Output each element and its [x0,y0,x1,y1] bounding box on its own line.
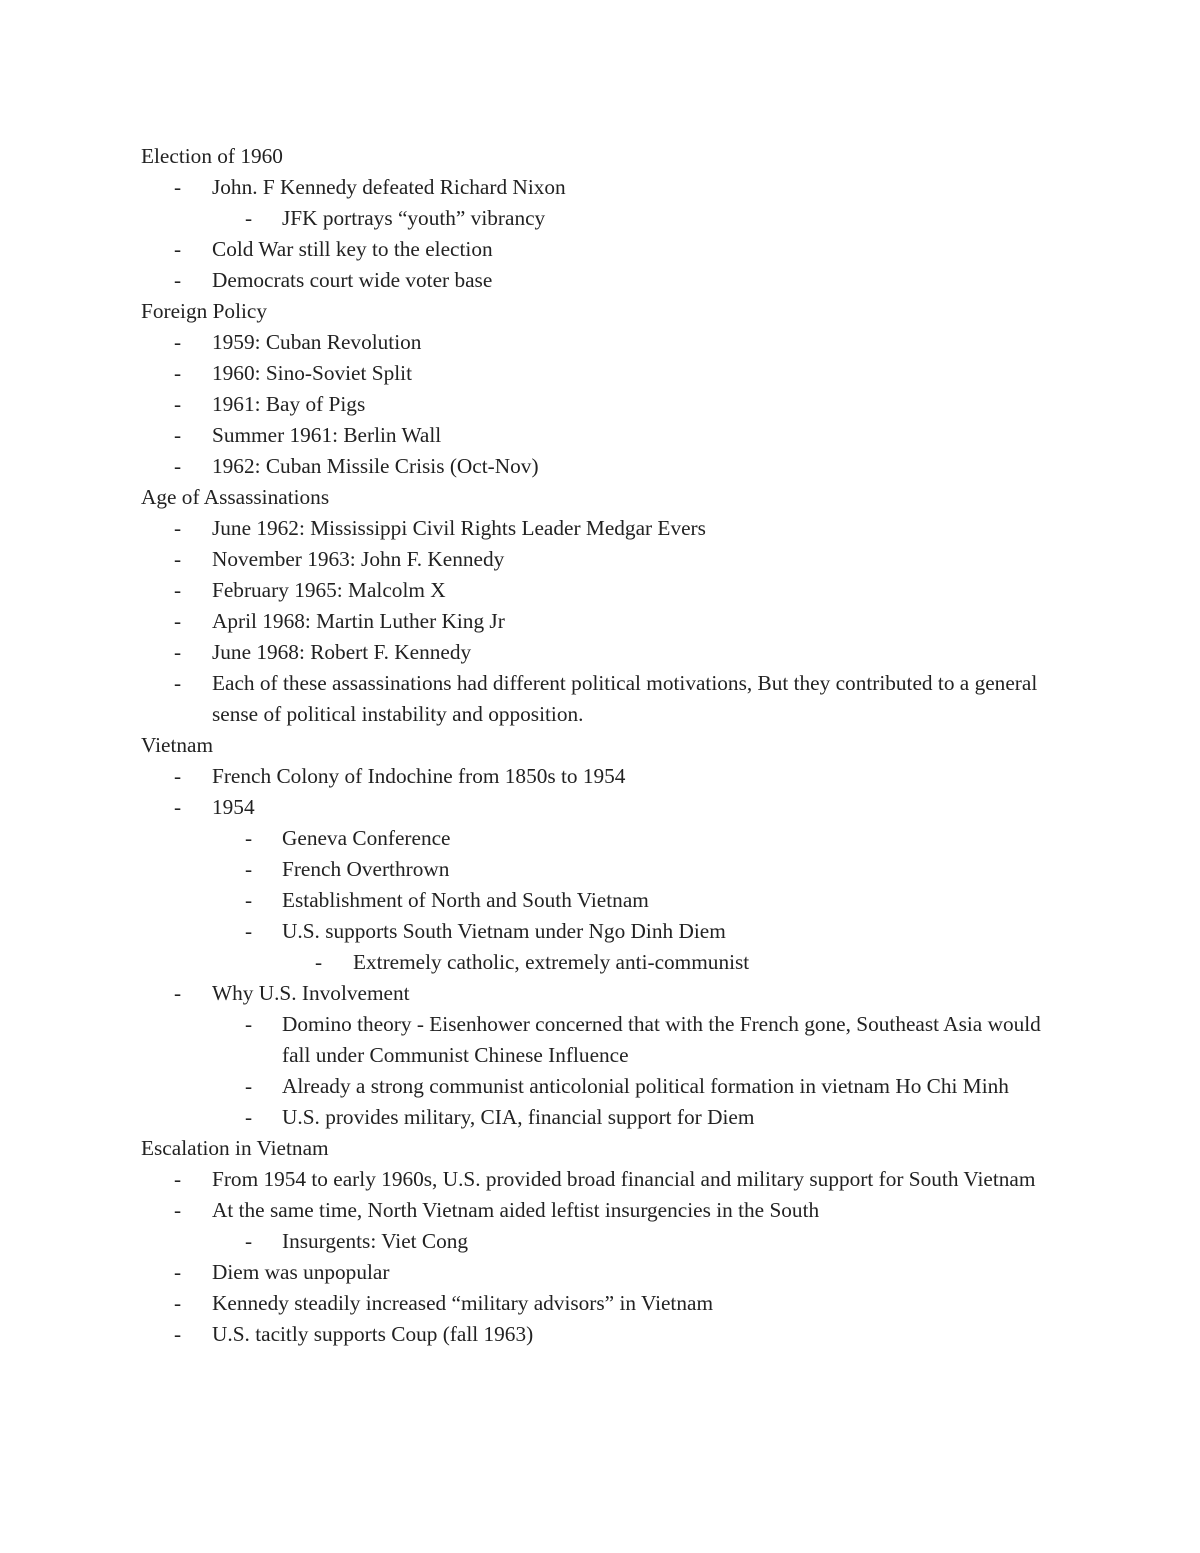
list-item [141,792,1071,823]
list-item [141,606,1071,637]
dash-bullet: - [174,330,182,354]
section-heading: Escalation in Vietnam [141,1136,329,1160]
list-item [141,420,1071,451]
section [141,296,1071,482]
list-item [141,544,1071,575]
list-item-text: Extremely catholic, extremely anti-communist [353,950,750,974]
list-item-text: U.S. provides military, CIA, financial support for Diem [282,1105,755,1129]
dash-bullet: - [245,1229,253,1253]
dash-bullet: - [174,454,182,478]
dash-bullet: - [245,826,253,850]
list-item [141,1195,1071,1226]
list-item [141,451,1071,482]
list-item-text: JFK portrays “youth” vibrancy [282,206,546,230]
dash-bullet: - [174,1322,182,1346]
list-item [141,265,1071,296]
list-item [141,1164,1071,1195]
list-item-text: February 1965: Malcolm X [212,578,446,602]
dash-bullet: - [174,578,182,602]
list-item [141,172,1071,203]
dash-bullet: - [245,1105,253,1129]
list-item [141,1009,1071,1071]
list-item [141,1102,1071,1133]
list-item-text: November 1963: John F. Kennedy [212,547,505,571]
section-heading: Vietnam [141,733,214,757]
list-item [141,947,1071,978]
dash-bullet: - [174,361,182,385]
list-item-text: John. F Kennedy defeated Richard Nixon [212,175,566,199]
list-item-text: Geneva Conference [282,826,451,850]
dash-bullet: - [174,764,182,788]
list-item-text: U.S. tacitly supports Coup (fall 1963) [212,1322,534,1346]
list-item [141,358,1071,389]
list-item [141,854,1071,885]
list-item-text: Already a strong communist anticolonial political formation in vietnam Ho Chi Minh [282,1074,1009,1098]
list-item-text: Each of these assassinations had different political motivations, But they contributed to a general sense of political instability and opposition. [212,671,1038,726]
list-item [141,513,1071,544]
dash-bullet: - [245,206,253,230]
list-item-text: Summer 1961: Berlin Wall [212,423,442,447]
dash-bullet: - [315,950,323,974]
list-item [141,1071,1071,1102]
list-item-text: Establishment of North and South Vietnam [282,888,649,912]
section-heading: Election of 1960 [141,144,283,168]
list-item-text: 1961: Bay of Pigs [212,392,366,416]
notes-body [141,141,1071,1350]
list-item [141,1226,1071,1257]
section [141,482,1071,730]
dash-bullet: - [174,981,182,1005]
list-item-text: June 1968: Robert F. Kennedy [212,640,472,664]
list-item [141,885,1071,916]
dash-bullet: - [174,175,182,199]
list-item [141,327,1071,358]
list-item [141,1319,1071,1350]
list-item-text: Insurgents: Viet Cong [282,1229,469,1253]
list-item-text: Democrats court wide voter base [212,268,493,292]
dash-bullet: - [245,1074,253,1098]
list-item [141,1288,1071,1319]
section [141,1133,1071,1350]
list-item [141,389,1071,420]
list-item [141,978,1071,1009]
dash-bullet: - [174,640,182,664]
list-item [141,203,1071,234]
dash-bullet: - [174,609,182,633]
list-item [141,1257,1071,1288]
dash-bullet: - [174,1291,182,1315]
list-item [141,823,1071,854]
section-heading: Age of Assassinations [141,485,330,509]
list-item-text: French Overthrown [282,857,450,881]
dash-bullet: - [174,392,182,416]
list-item-text: June 1962: Mississippi Civil Rights Leader Medgar Evers [212,516,706,540]
list-item [141,916,1071,947]
section-heading: Foreign Policy [141,299,268,323]
list-item-text: Kennedy steadily increased “military advisors” in Vietnam [212,1291,714,1315]
dash-bullet: - [245,919,253,943]
list-item-text: 1960: Sino-Soviet Split [212,361,412,385]
dash-bullet: - [174,795,182,819]
list-item [141,668,1071,730]
list-item-text: From 1954 to early 1960s, U.S. provided broad financial and military support for South Vietnam [212,1167,1036,1191]
list-item-text: Why U.S. Involvement [212,981,410,1005]
dash-bullet: - [174,671,182,695]
list-item-text: Domino theory - Eisenhower concerned that with the French gone, Southeast Asia would fall under Communist Chinese Influence [282,1012,1041,1067]
dash-bullet: - [174,1260,182,1284]
section [141,730,1071,1133]
list-item-text: Cold War still key to the election [212,237,493,261]
list-item-text: Diem was unpopular [212,1260,390,1284]
list-item-text: April 1968: Martin Luther King Jr [212,609,505,633]
dash-bullet: - [245,857,253,881]
dash-bullet: - [174,547,182,571]
list-item-text: At the same time, North Vietnam aided leftist insurgencies in the South [212,1198,820,1222]
list-item-text: U.S. supports South Vietnam under Ngo Dinh Diem [282,919,726,943]
dash-bullet: - [174,1167,182,1191]
dash-bullet: - [174,1198,182,1222]
section [141,141,1071,296]
dash-bullet: - [174,516,182,540]
list-item-text: 1959: Cuban Revolution [212,330,422,354]
list-item-text: 1962: Cuban Missile Crisis (Oct-Nov) [212,454,539,478]
list-item [141,575,1071,606]
list-item [141,761,1071,792]
dash-bullet: - [174,268,182,292]
dash-bullet: - [245,1012,253,1036]
list-item-text: French Colony of Indochine from 1850s to 1954 [212,764,626,788]
list-item-text: 1954 [212,795,255,819]
dash-bullet: - [174,423,182,447]
list-item [141,234,1071,265]
dash-bullet: - [245,888,253,912]
list-item [141,637,1071,668]
dash-bullet: - [174,237,182,261]
